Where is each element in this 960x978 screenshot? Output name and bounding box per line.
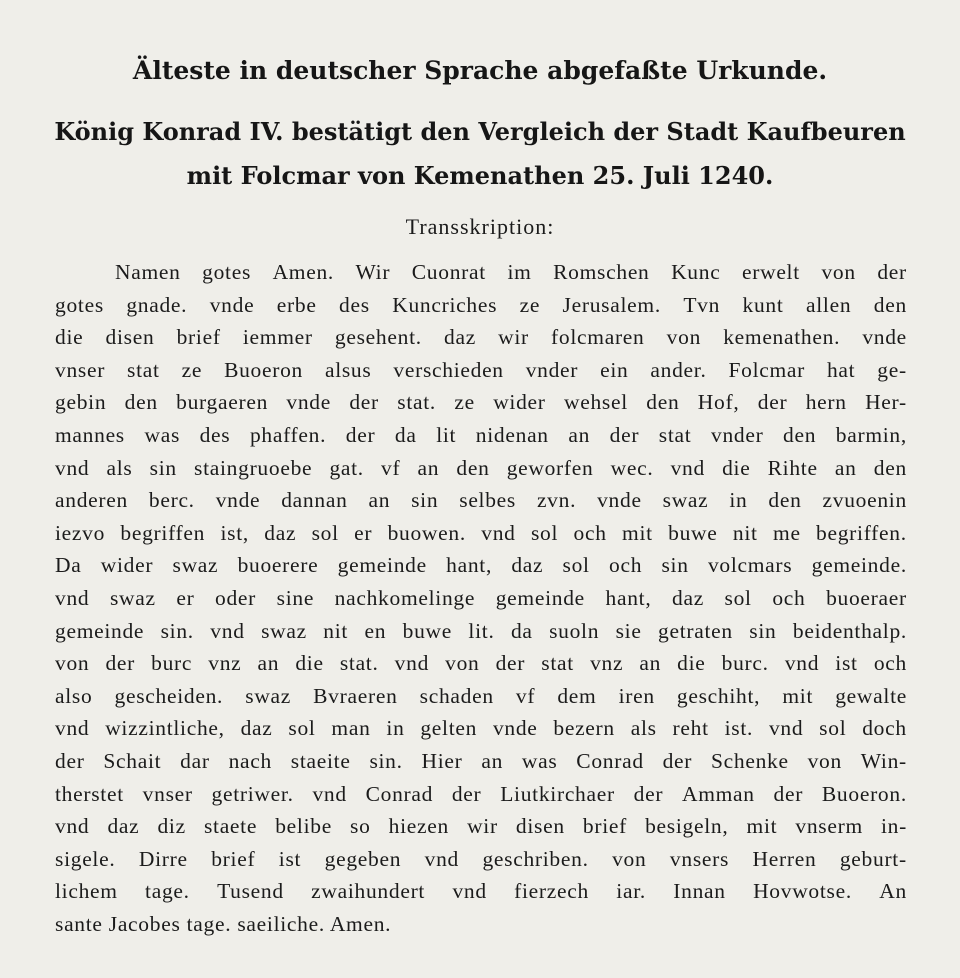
transcription-line: sante Jacobes tage. saeiliche. Amen.: [55, 911, 392, 936]
transcription-line: gemeinde sin. vnd swaz nit en buwe lit. da suoln sie getraten sin beidenthalp.: [55, 618, 907, 643]
transcription-line: Da wider swaz buoerere gemeinde hant, daz sol och sin volcmars gemeinde.: [55, 553, 907, 578]
transcription-line: der Schait dar nach staeite sin. Hier an was Conrad der Schenke von Win-: [55, 748, 907, 773]
transcription-heading: Transskription:: [405, 214, 555, 239]
transcription-line: vnd als sin staingruoebe gat. vf an den geworfen wec. vnd die Rihte an den: [55, 455, 907, 480]
transcription-line: vnd wizzintliche, daz sol man in gelten vnde bezern als reht ist. vnd sol doch: [55, 716, 907, 741]
transcription-line: gebin den burgaeren vnde der stat. ze wider wehsel den Hof, der hern Her-: [55, 390, 907, 415]
transcription-line: therstet vnser getriwer. vnd Conrad der Liutkirchaer der Amman der Buoeron.: [55, 781, 907, 806]
transcription-line: iezvo begriffen ist, daz sol er buowen. vnd sol och mit buwe nit me begriffen.: [55, 520, 907, 545]
transcription-line: also gescheiden. swaz Bvraeren schaden vf dem iren geschiht, mit gewalte: [55, 683, 907, 708]
transcription-line: die disen brief iemmer gesehent. daz wir folcmaren von kemenathen. vnde: [55, 325, 907, 350]
subtitle-line-1: König Konrad IV. bestätigt den Vergleich der Stadt Kaufbeuren: [54, 117, 906, 146]
transcription-line: vnd swaz er oder sine nachkomelinge gemeinde hant, daz sol och buoeraer: [55, 585, 907, 610]
subtitle-line-2: mit Folcmar von Kemenathen 25. Juli 1240.: [186, 161, 774, 190]
transcription-line: gotes gnade. vnde erbe des Kuncriches ze Jerusalem. Tvn kunt allen den: [55, 292, 907, 317]
transcription-line: anderen berc. vnde dannan an sin selbes zvn. vnde swaz in den zvuoenin: [55, 488, 907, 513]
transcription-line: sigele. Dirre brief ist gegeben vnd geschriben. von vnsers Herren geburt-: [55, 846, 907, 871]
transcription-line: vnd daz diz staete belibe so hiezen wir disen brief besigeln, mit vnserm in-: [55, 814, 907, 839]
main-title: Älteste in deutscher Sprache abgefaßte Urkunde.: [132, 56, 828, 85]
transcription-line: Namen gotes Amen. Wir Cuonrat im Romschen Kunc erwelt von der: [115, 260, 907, 284]
transcription-body: [55, 256, 907, 940]
transcription-line: von der burc vnz an die stat. vnd von der stat vnz an die burc. vnd ist och: [55, 651, 907, 676]
transcription-line: lichem tage. Tusend zwaihundert vnd fierzech iar. Innan Hovwotse. An: [55, 879, 907, 904]
transcription-line: vnser stat ze Buoeron alsus verschieden vnder ein ander. Folcmar hat ge-: [55, 357, 907, 382]
transcription-line: mannes was des phaffen. der da lit nidenan an der stat vnder den barmin,: [55, 422, 907, 447]
